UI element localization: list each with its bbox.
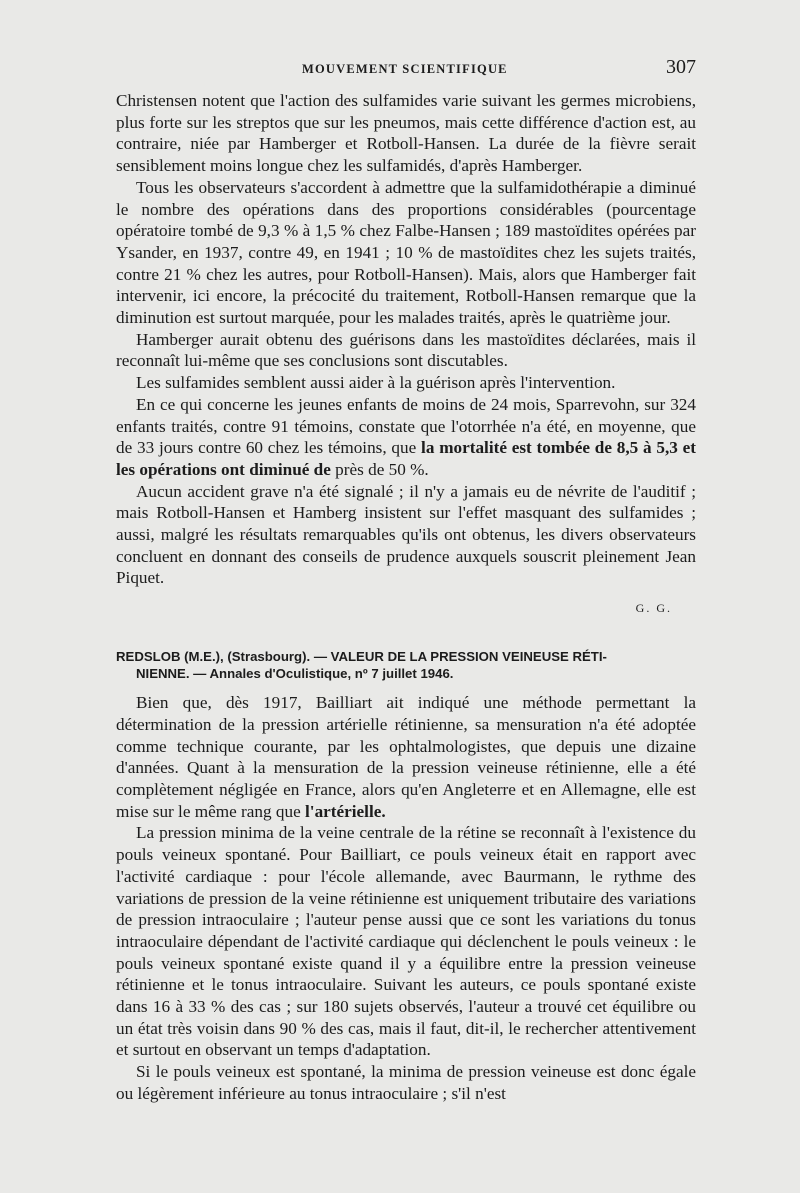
reference-line: REDSLOB (M.E.), (Strasbourg). — VALEUR DE LA PRESSION VEINEUSE RÉTI- <box>116 649 607 665</box>
paragraph: Hamberger aurait obtenu des guérisons dans les mastoïdites déclarées, mais il reconnaît lui-même que ses conclusions sont discutables. <box>116 329 696 371</box>
page-number: 307 <box>666 56 696 78</box>
paragraph-text: Bien que, dès 1917, Bailliart ait indiqué une méthode permettant la détermination de la pression artérielle rétinienne, sa mensuration n'a été adoptée comme technique courante, par les ophtalmologistes, que depuis une dizaine d'années. Quant à la mensuration de la pression veineuse rétinienne, elle a été complètement négligée en France, alors qu'en Angleterre et en Allemagne, elle est mise sur le même rang que <box>116 693 696 821</box>
article-sulfamides <box>116 90 696 616</box>
article-redslob <box>116 648 696 1104</box>
paragraph: Aucun accident grave n'a été signalé ; il n'y a jamais eu de névrite de l'auditif ; mais Rotboll-Hansen et Hamberg insistent sur l'effet masquant des sulfamides ; aussi, malgré les résultats remarquables qu'ils ont obtenus, les divers observateurs concluent en donnant des conseils de prudence auxquels souscrit pleinement Jean Piquet. <box>116 481 696 588</box>
paragraph-intro <box>116 692 696 822</box>
paragraph: Tous les observateurs s'accordent à admettre que la sulfamidothérapie a diminué le nombre des opérations dans des proportions considérables (pourcentage opératoire tombé de 9,3 % à 1,5 % chez Falbe-Hansen ; 189 mastoïdites opérées par Ysander, en 1937, contre 49, en 1941 ; 10 % de mastoïdites chez les sujets traités, contre 21 % chez les autres, pour Rotboll-Hansen). Mais, alors que Hamberger fait intervenir, ici encore, la précocité du traitement, Rotboll-Hansen remarque que la diminution est surtout marquée, pour les malades traités, après le quatrième jour. <box>116 177 696 328</box>
bibliographic-reference <box>116 648 696 682</box>
paragraph: Christensen notent que l'action des sulfamides varie suivant les germes microbiens, plus forte sur les streptos que sur les pneumos, mais cette différence d'action est, au contraire, niée par Hamberger et Rotboll-Hansen. La durée de la fièvre serait sensiblement moins longue chez les sulfamidés, d'après Hamberger. <box>116 91 696 176</box>
paragraph-mortality <box>116 394 696 481</box>
arterielle-emphasis: l'artérielle. <box>305 801 386 821</box>
paragraph-text: En ce qui concerne les jeunes enfants de moins de 24 mois, Sparrevohn, sur 324 enfants traités, contre 91 témoins, constate que l'otorrhée n'a été, en moyenne, que de 33 jours contre 60 chez les témoins, que <box>116 394 696 458</box>
reference-line: NIENNE. — Annales d'Oculistique, nº 7 juillet 1946. <box>136 666 454 682</box>
running-head: MOUVEMENT SCIENTIFIQUE <box>302 62 508 76</box>
page-header <box>116 56 696 84</box>
mortality-emphasis: la mortalité est tombée de 8,5 à 5,3 et les opérations ont diminué de <box>116 438 696 479</box>
author-signature: G. G. <box>635 601 672 616</box>
paragraph: Si le pouls veineux est spontané, la minima de pression veineuse est donc égale ou légèrement inférieure au tonus intraoculaire ; s'il n'est <box>116 1062 696 1103</box>
paragraph: Les sulfamides semblent aussi aider à la guérison après l'intervention. <box>136 373 616 393</box>
paragraph-text: près de 50 %. <box>330 459 429 479</box>
paragraph: La pression minima de la veine centrale de la rétine se reconnaît à l'existence du pouls veineux spontané. Pour Bailliart, ce pouls veineux était en rapport avec l'activité cardiaque : pour l'école allemande, avec Baurmann, le rythme des variations de pression de la veine rétinienne est uniquement tributaire des variations de pression intraoculaire ; l'auteur pense aussi que ce sont les variations du tonus intraoculaire dépendant de l'activité cardiaque qui déclenchent le pouls veineux : le pouls veineux spontané existe quand il y a équilibre entre la pression veineuse rétinienne et le tonus intraoculaire. Suivant les auteurs, ce pouls spontané existe dans 16 à 33 % des cas ; sur 180 sujets observés, l'auteur a trouvé cet équilibre ou un état très voisin dans 90 % des cas, mais il faut, dit-il, le rechercher attentivement et surtout en observant un temps d'adaptation. <box>116 823 696 1060</box>
